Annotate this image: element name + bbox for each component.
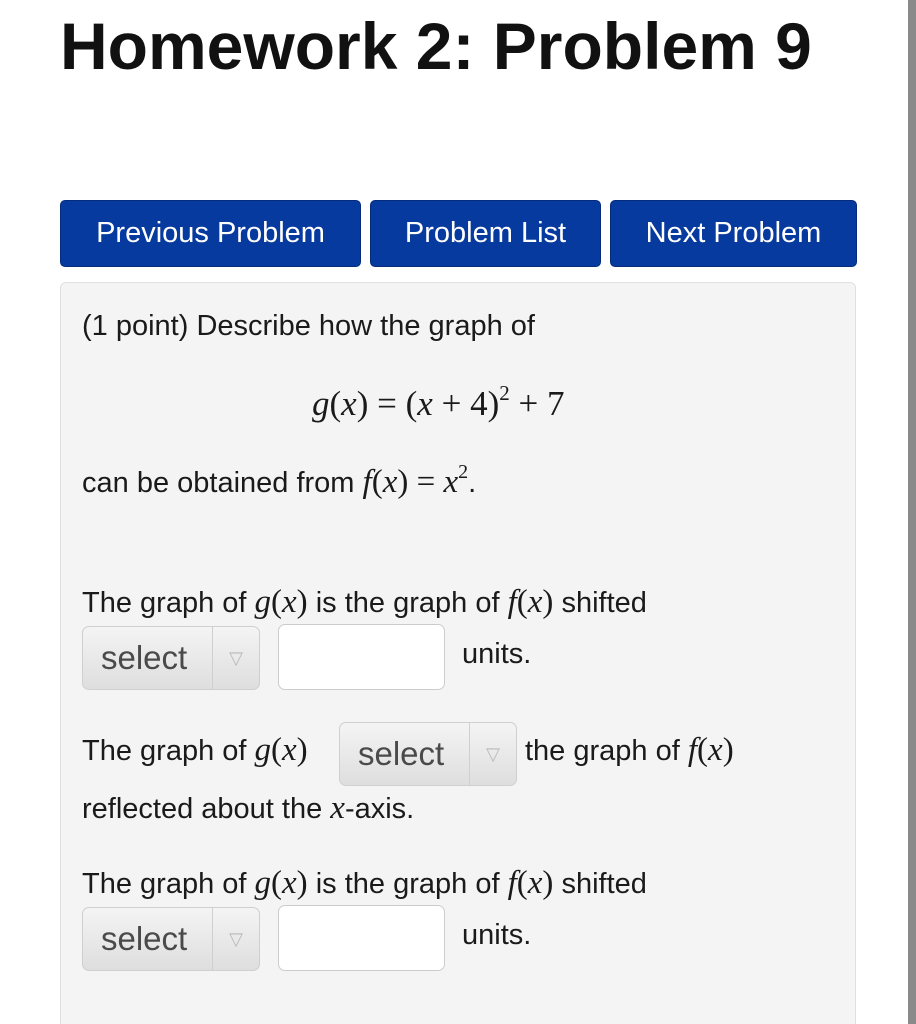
previous-problem-button[interactable]: Previous Problem (60, 200, 361, 267)
chevron-down-icon: ▽ (229, 647, 243, 668)
q3-units-label: units. (462, 919, 532, 951)
q2-relation-select[interactable] (339, 722, 517, 786)
eq-shift: 4 (470, 384, 488, 423)
obtained-line: can be obtained from $f(x) = x^2$. (82, 461, 477, 500)
q3-direction-select[interactable] (82, 907, 260, 971)
eq-x: x (341, 384, 357, 423)
obtained-text: can be obtained from (82, 467, 355, 499)
q1-units-label: units. (462, 638, 532, 670)
eq-constant: 7 (546, 384, 565, 423)
eq-exponent: 2 (499, 381, 510, 405)
q2-text-start: The graph of g(x) (82, 732, 308, 768)
q3-select-value: select (101, 920, 188, 957)
q2-text-end: the graph of f(x) (525, 732, 734, 768)
window-edge (908, 0, 916, 1024)
q3-units-input[interactable] (278, 905, 445, 971)
page-title: Homework 2: Problem 9 (60, 9, 812, 83)
eq-g: g (312, 384, 330, 423)
chevron-down-icon: ▽ (486, 743, 500, 764)
eq-x-inner: x (417, 384, 433, 423)
q2-select-value: select (358, 735, 445, 772)
q1-direction-select[interactable] (82, 626, 260, 690)
q1-text: The graph of g(x) is the graph of f(x) shifted (82, 584, 647, 620)
base-function: $f(x) = x^2$ (362, 461, 469, 500)
q1-select-value: select (101, 639, 188, 676)
chevron-down-icon: ▽ (229, 928, 243, 949)
q3-text: The graph of g(x) is the graph of f(x) shifted (82, 865, 647, 901)
next-problem-button[interactable]: Next Problem (610, 200, 857, 267)
problem-intro: (1 point) Describe how the graph of (82, 310, 535, 342)
q1-units-input[interactable] (278, 624, 445, 690)
problem-list-button[interactable]: Problem List (370, 200, 601, 267)
display-equation: $g(x) = (x + 4)^2 + 7$ (312, 381, 565, 423)
q2-line2: reflected about the x-axis. (82, 790, 415, 826)
